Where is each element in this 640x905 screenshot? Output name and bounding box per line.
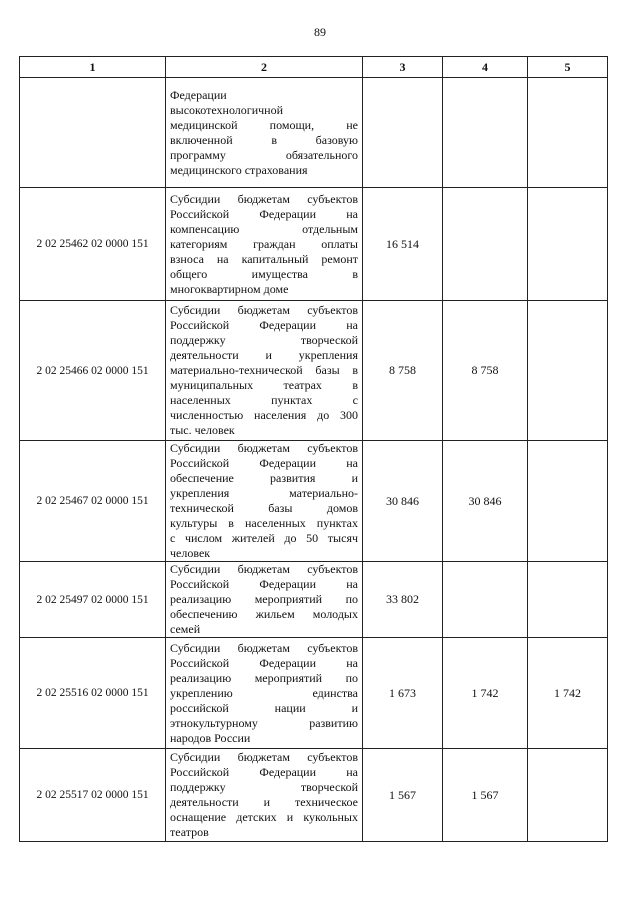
amount-col-3: 1 567	[363, 749, 443, 842]
header-col-2: 2	[166, 57, 363, 78]
description-line: с числом жителей до 50 тысяч	[170, 531, 358, 545]
description-line: семей	[170, 622, 201, 636]
amount-col-4: 30 846	[443, 441, 528, 562]
amount-col-3: 30 846	[363, 441, 443, 562]
amount-col-3: 33 802	[363, 562, 443, 638]
amount-col-5	[528, 188, 608, 301]
header-row	[20, 57, 608, 78]
amount-col-5	[528, 301, 608, 441]
amount-col-5	[528, 749, 608, 842]
description-line: медицинской помощи, не	[170, 117, 358, 132]
amount-col-4: 1 742	[443, 638, 528, 749]
description-line: взноса на капитальный ремонт	[170, 251, 358, 266]
budget-code: 2 02 25497 02 0000 151	[20, 562, 166, 638]
description-line: этнокультурному развитию	[170, 715, 358, 730]
amount-col-5	[528, 78, 608, 188]
description-line: тыс. человек	[170, 423, 235, 437]
description-line: многоквартирном доме	[170, 281, 289, 296]
table-row	[20, 749, 608, 842]
income-description	[166, 78, 363, 188]
budget-code: 2 02 25517 02 0000 151	[20, 749, 166, 842]
income-description	[166, 638, 363, 749]
amount-col-4	[443, 562, 528, 638]
budget-code	[20, 78, 166, 188]
description-line: высокотехнологичной	[170, 102, 284, 117]
amount-col-5: 1 742	[528, 638, 608, 749]
description-line: населенных пунктах с	[170, 393, 358, 407]
description-line: укрепления материально-	[170, 486, 358, 500]
amount-col-5	[528, 562, 608, 638]
header-col-1: 1	[20, 57, 166, 78]
amount-col-3: 16 514	[363, 188, 443, 301]
description-line: Субсидии бюджетам субъектов	[170, 303, 358, 317]
description-line: обеспечение развития и	[170, 471, 358, 485]
description-line: компенсацию отдельным	[170, 221, 358, 236]
budget-code: 2 02 25466 02 0000 151	[20, 301, 166, 441]
description-line: материально-технической базы в	[170, 363, 358, 377]
description-line: технической базы домов	[170, 501, 358, 515]
description-line: обеспечению жильем молодых	[170, 607, 358, 621]
amount-col-3: 1 673	[363, 638, 443, 749]
income-description	[166, 562, 363, 638]
income-description	[166, 749, 363, 842]
description-line: включенной в базовую	[170, 132, 358, 147]
income-description	[166, 188, 363, 301]
table-row	[20, 78, 608, 188]
description-line: Российской Федерации на	[170, 456, 358, 470]
description-line: деятельности и техническое	[170, 795, 358, 809]
description-line: Российской Федерации на	[170, 655, 358, 670]
amount-col-4	[443, 188, 528, 301]
amount-col-3	[363, 78, 443, 188]
header-col-3: 3	[363, 57, 443, 78]
page-number: 89	[314, 25, 326, 39]
description-line: категориям граждан оплаты	[170, 236, 358, 251]
description-line: Российской Федерации на	[170, 765, 358, 779]
description-line: Субсидии бюджетам субъектов	[170, 191, 358, 206]
amount-col-3: 8 758	[363, 301, 443, 441]
description-line: Субсидии бюджетам субъектов	[170, 640, 358, 655]
description-line: медицинского страхования	[170, 162, 308, 177]
description-line: Субсидии бюджетам субъектов	[170, 441, 358, 455]
description-line: Российской Федерации на	[170, 318, 358, 332]
table-row	[20, 441, 608, 562]
table-row	[20, 188, 608, 301]
table-row	[20, 301, 608, 441]
description-line: программу обязательного	[170, 147, 358, 162]
description-line: Федерации	[170, 87, 227, 102]
description-line: культуры в населенных пунктах	[170, 516, 358, 530]
amount-col-4	[443, 78, 528, 188]
description-line: Субсидии бюджетам субъектов	[170, 750, 358, 764]
amount-col-5	[528, 441, 608, 562]
income-description	[166, 301, 363, 441]
description-line: человек	[170, 546, 211, 560]
table-row	[20, 562, 608, 638]
description-line: поддержку творческой	[170, 333, 358, 347]
description-line: численностью населения до 300	[170, 408, 358, 422]
budget-table	[19, 56, 608, 842]
amount-col-4: 8 758	[443, 301, 528, 441]
description-line: Российской Федерации на	[170, 206, 358, 221]
budget-code: 2 02 25516 02 0000 151	[20, 638, 166, 749]
income-description	[166, 441, 363, 562]
table-row	[20, 638, 608, 749]
budget-code: 2 02 25462 02 0000 151	[20, 188, 166, 301]
amount-col-4: 1 567	[443, 749, 528, 842]
description-line: реализацию мероприятий по	[170, 670, 358, 685]
description-line: Субсидии бюджетам субъектов	[170, 562, 358, 576]
description-line: реализацию мероприятий по	[170, 592, 358, 606]
description-line: театров	[170, 825, 209, 839]
description-line: муниципальных театрах в	[170, 378, 358, 392]
description-line: оснащение детских и кукольных	[170, 810, 358, 824]
description-line: поддержку творческой	[170, 780, 358, 794]
description-line: деятельности и укрепления	[170, 348, 358, 362]
header-col-4: 4	[443, 57, 528, 78]
description-line: укреплению единства	[170, 685, 358, 700]
header-col-5: 5	[528, 57, 608, 78]
description-line: народов России	[170, 730, 251, 745]
description-line: российской нации и	[170, 700, 358, 715]
table-body	[20, 78, 608, 842]
description-line: Российской Федерации на	[170, 577, 358, 591]
description-line: общего имущества в	[170, 266, 358, 281]
budget-code: 2 02 25467 02 0000 151	[20, 441, 166, 562]
